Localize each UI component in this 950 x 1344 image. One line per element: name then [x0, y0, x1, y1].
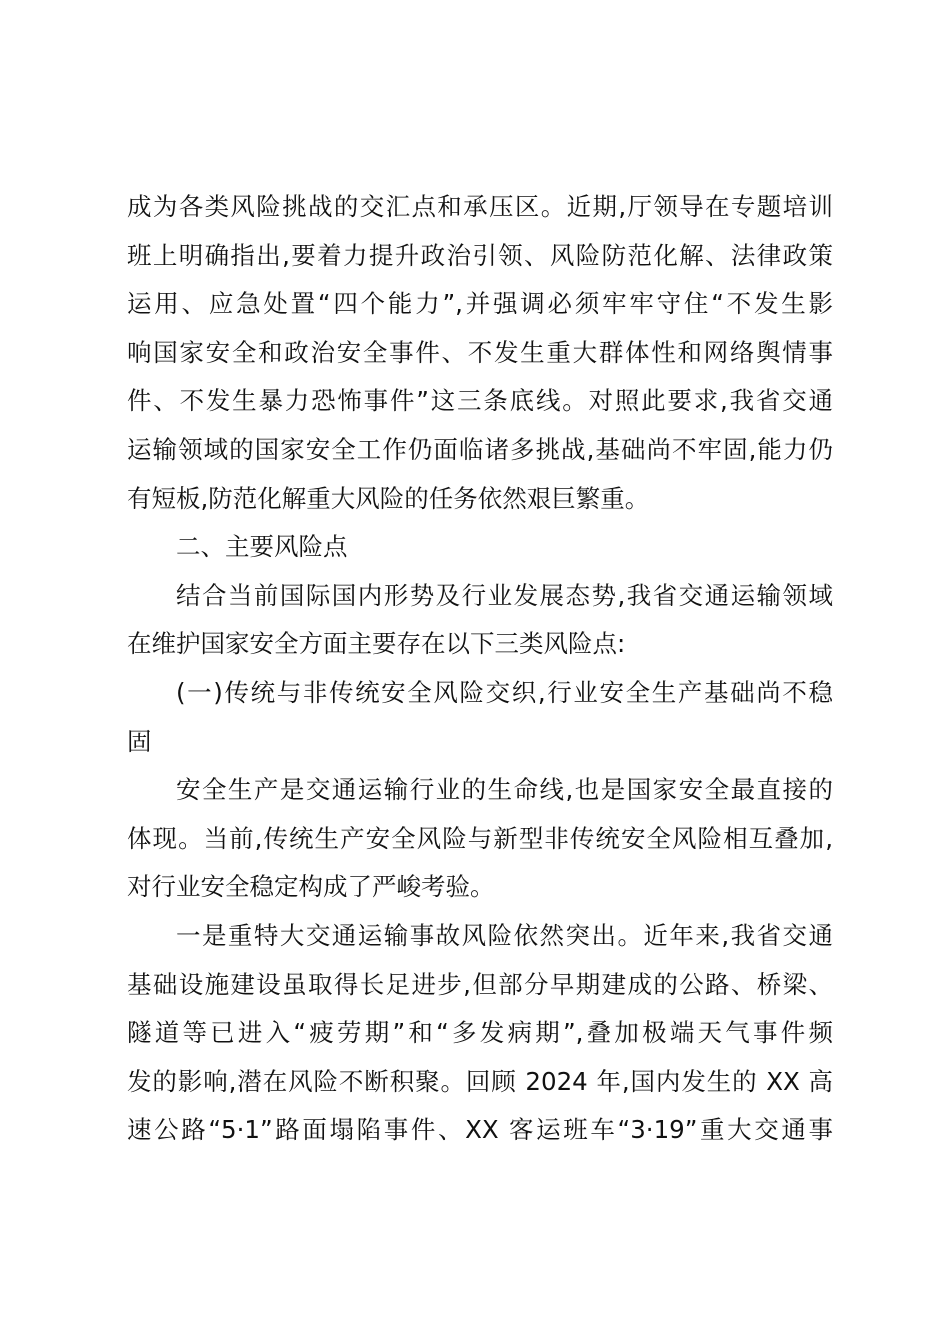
- section-heading: 二、主要风险点: [176, 532, 348, 562]
- text-line-9: 结合当前国际国内形势及行业发展态势,我省交通运输领域: [176, 580, 833, 610]
- text-line-20: 速公路“5·1”路面塌陷事件、XX 客运班车“3·19”重大交通事: [127, 1115, 833, 1145]
- text-line-1: 成为各类风险挑战的交汇点和承压区。近期,厅领导在专题培训: [127, 192, 833, 221]
- text-line-17: 基础设施建设虽取得长足进步,但部分早期建成的公路、桥梁、: [127, 969, 833, 999]
- text-line-13: 安全生产是交通运输行业的生命线,也是国家安全最直接的: [176, 775, 833, 805]
- text-line-5: 件、不发生暴力恐怖事件”这三条底线。对照此要求,我省交通: [127, 386, 833, 416]
- text-line-4: 响国家安全和政治安全事件、不发生重大群体性和网络舆情事: [127, 337, 833, 367]
- subsection-heading-line-1: (一)传统与非传统安全风险交织,行业安全生产基础尚不稳: [176, 677, 833, 707]
- text-line-14: 体现。当前,传统生产安全风险与新型非传统安全风险相互叠加,: [127, 823, 833, 853]
- text-line-10: 在维护国家安全方面主要存在以下三类风险点:: [127, 629, 626, 659]
- text-line-19: 发的影响,潜在风险不断积聚。回顾 2024 年,国内发生的 XX 高: [127, 1066, 833, 1096]
- text-line-7: 有短板,防范化解重大风险的任务依然艰巨繁重。: [127, 483, 650, 513]
- document-body: [127, 183, 833, 1155]
- text-line-6: 运输领域的国家安全工作仍面临诸多挑战,基础尚不牢固,能力仍: [127, 434, 833, 464]
- text-line-2: 班上明确指出,要着力提升政治引领、风险防范化解、法律政策: [127, 240, 833, 270]
- subsection-heading-line-2: 固: [127, 726, 152, 756]
- text-line-18: 隧道等已进入“疲劳期”和“多发病期”,叠加极端天气事件频: [127, 1018, 833, 1048]
- text-line-3: 运用、应急处置“四个能力”,并强调必须牢牢守住“不发生影: [127, 289, 833, 319]
- text-line-15: 对行业安全稳定构成了严峻考验。: [127, 872, 495, 902]
- text-line-16: 一是重特大交通运输事故风险依然突出。近年来,我省交通: [176, 920, 833, 950]
